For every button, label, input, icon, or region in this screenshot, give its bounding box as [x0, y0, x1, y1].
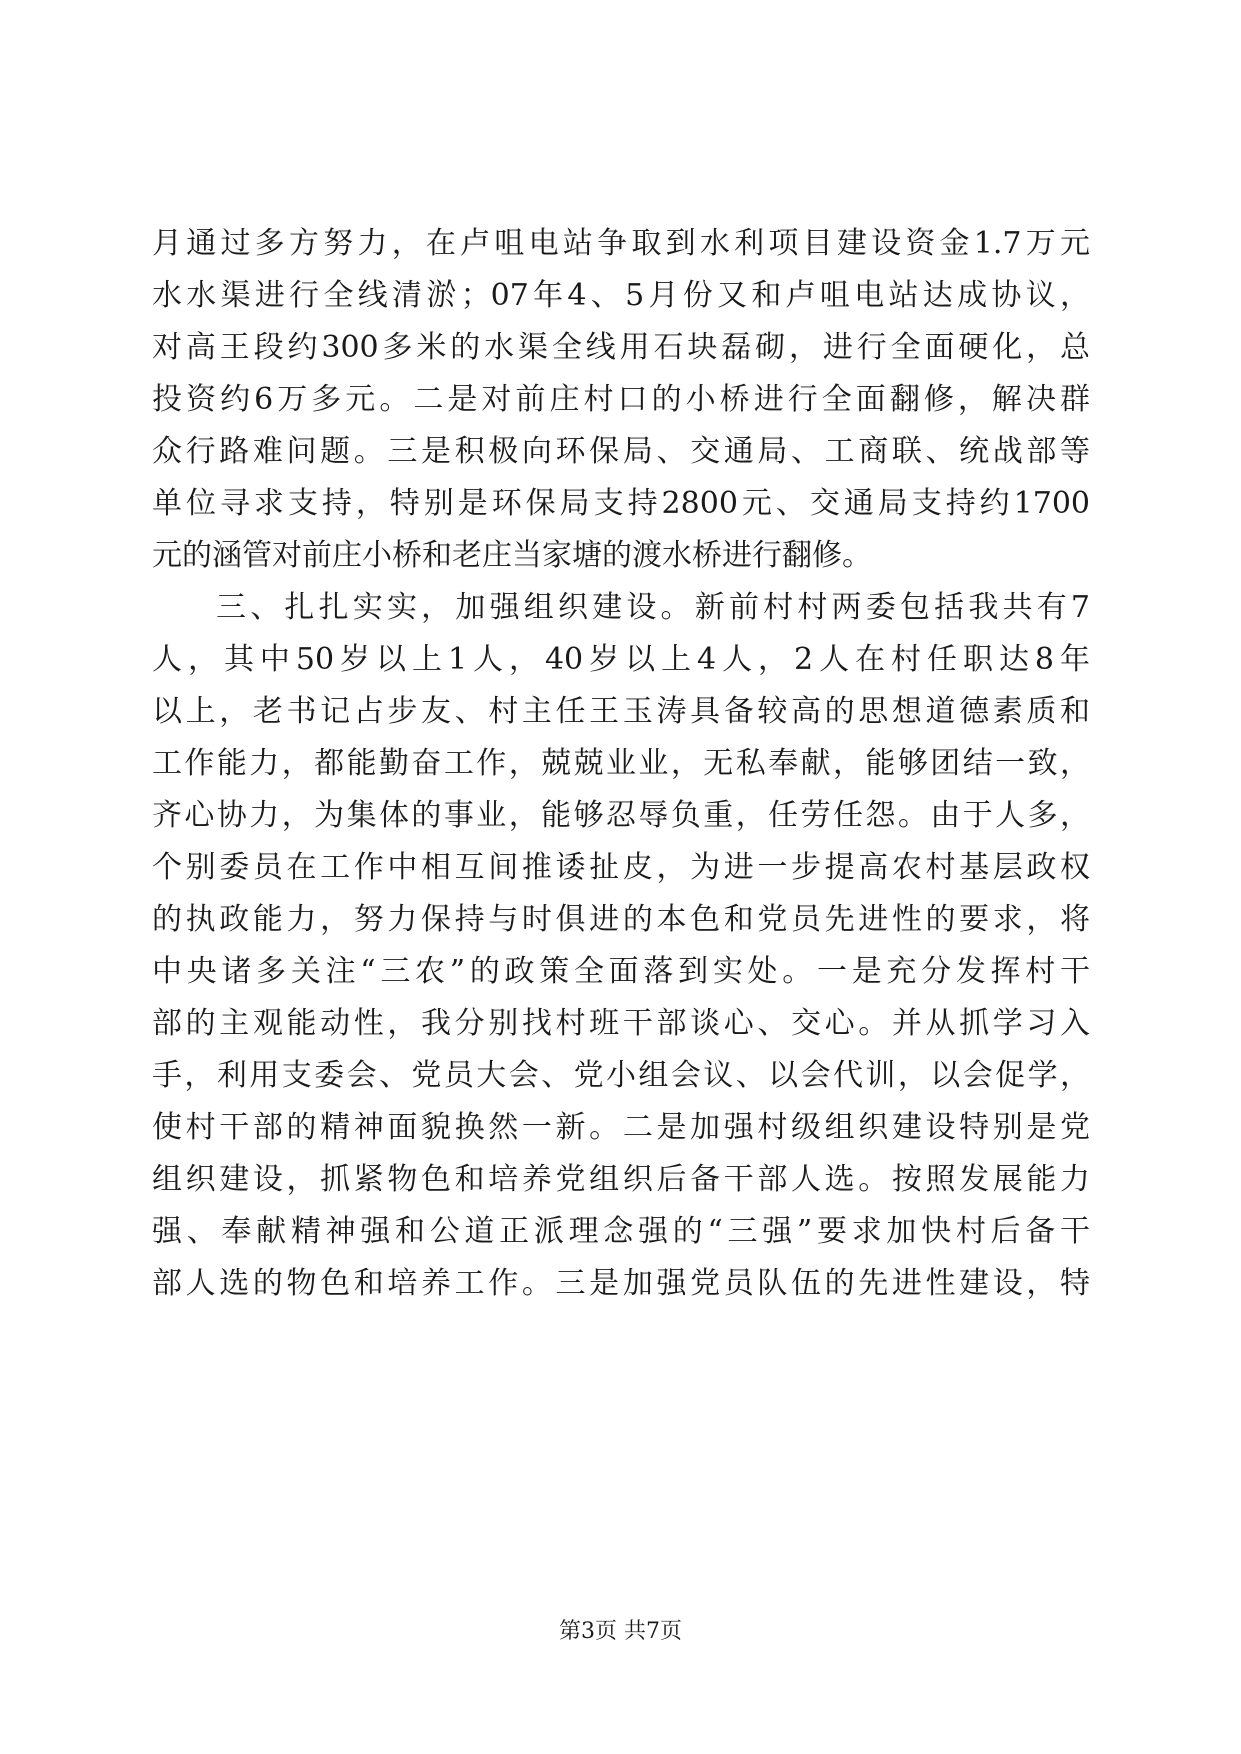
text-line: 使村干部的精神面貌换然一新。二是加强村级组织建设特别是党 — [152, 1110, 1090, 1145]
text-line: 人，其中50岁以上1人，40岁以上4人，2人在村任职达8年 — [152, 642, 1090, 677]
text-line: 三、扎扎实实，加强组织建设。新前村村两委包括我共有7 — [216, 590, 1090, 625]
text-line: 对高王段约300多米的水渠全线用石块磊砌，进行全面硬化，总 — [152, 330, 1090, 365]
text-line: 强、奉献精神强和公道正派理念强的“三强”要求加快村后备干 — [152, 1214, 1090, 1249]
text-line: 手，利用支委会、党员大会、党小组会议、以会代训，以会促学， — [152, 1058, 1090, 1093]
paragraph-1 — [152, 218, 1090, 582]
text-line: 组织建设，抓紧物色和培养党组织后备干部人选。按照发展能力 — [152, 1162, 1090, 1197]
text-line: 元的涵管对前庄小桥和老庄当家塘的渡水桥进行翻修。 — [152, 538, 872, 573]
text-line: 单位寻求支持，特别是环保局支持2800元、交通局支持约1700 — [152, 486, 1090, 521]
text-line: 部人选的物色和培养工作。三是加强党员队伍的先进性建设，特 — [152, 1266, 1090, 1301]
text-line: 以上，老书记占步友、村主任王玉涛具备较高的思想道德素质和 — [152, 694, 1090, 729]
text-line: 水水渠进行全线清淤；07年4、5月份又和卢咀电站达成协议， — [152, 278, 1090, 313]
text-line: 众行路难问题。三是积极向环保局、交通局、工商联、统战部等 — [152, 434, 1090, 469]
text-line: 个别委员在工作中相互间推诿扯皮，为进一步提高农村基层政权 — [152, 850, 1090, 885]
document-body — [152, 218, 1090, 1310]
text-line: 齐心协力，为集体的事业，能够忍辱负重，任劳任怨。由于人多， — [152, 798, 1090, 833]
paragraph-2 — [152, 582, 1090, 1310]
page-number-footer: 第3页 共7页 — [559, 1619, 682, 1644]
text-line: 月通过多方努力，在卢咀电站争取到水利项目建设资金1.7万元 — [152, 226, 1090, 261]
text-line: 的执政能力，努力保持与时俱进的本色和党员先进性的要求，将 — [152, 902, 1090, 937]
text-line: 工作能力，都能勤奋工作，兢兢业业，无私奉献，能够团结一致， — [152, 746, 1090, 781]
text-line: 投资约6万多元。二是对前庄村口的小桥进行全面翻修，解决群 — [152, 382, 1090, 417]
text-line: 中央诸多关注“三农”的政策全面落到实处。一是充分发挥村干 — [152, 954, 1090, 989]
text-line: 部的主观能动性，我分别找村班干部谈心、交心。并从抓学习入 — [152, 1006, 1090, 1041]
